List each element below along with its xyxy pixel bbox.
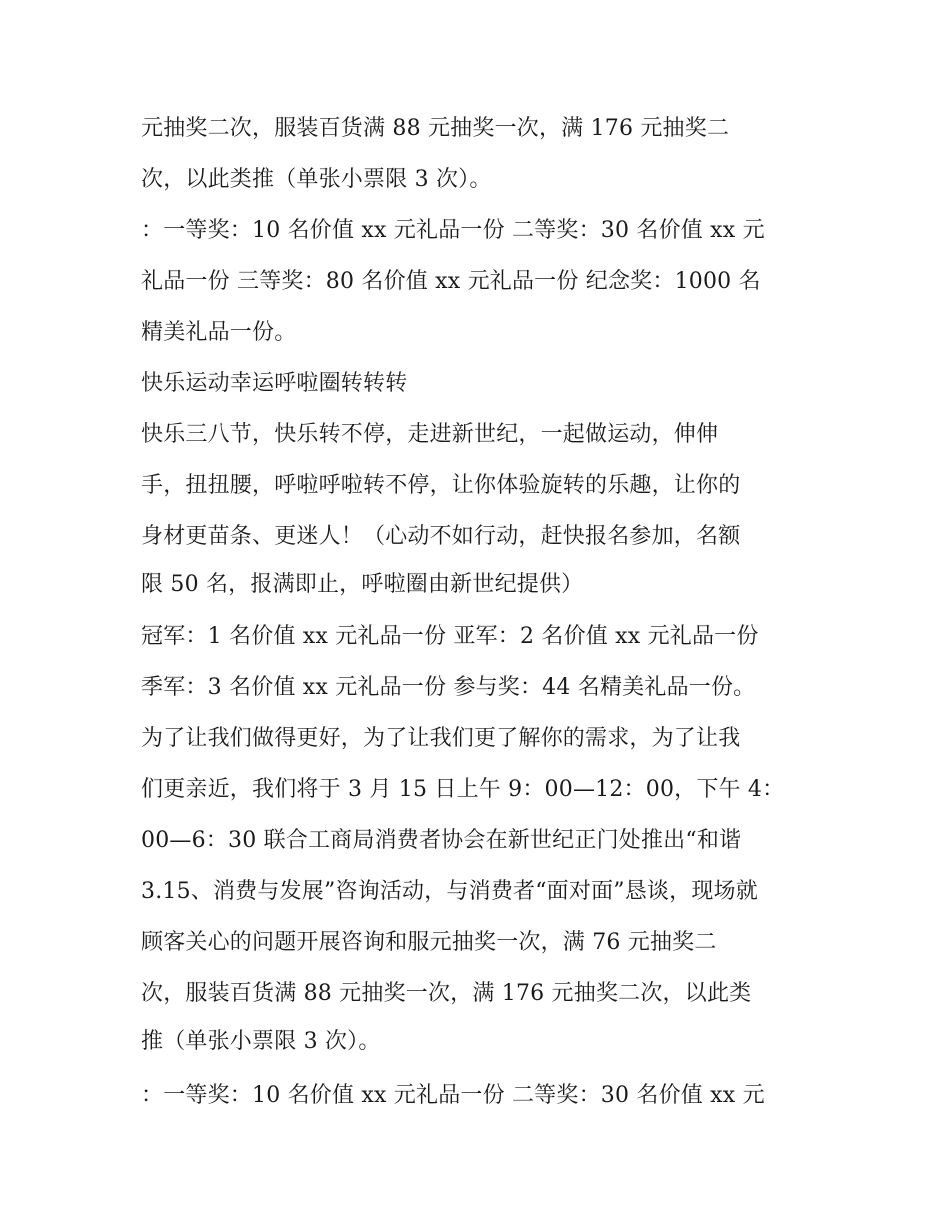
- text-line: 为了让我们做得更好，为了让我们更了解你的需求，为了让我: [141, 726, 741, 751]
- text-line: 次，服装百货满 88 元抽奖一次，满 176 元抽奖二次，以此类: [141, 981, 752, 1006]
- text-line: 礼品一份 三等奖：80 名价值 xx 元礼品一份 纪念奖：1000 名: [141, 269, 761, 294]
- text-line: 精美礼品一份。: [141, 320, 297, 345]
- text-line: ：一等奖：10 名价值 xx 元礼品一份 二等奖：30 名价值 xx 元: [141, 1083, 765, 1108]
- section-heading: 快乐运动幸运呼啦圈转转转: [141, 371, 408, 396]
- text-line: 元抽奖二次，服装百货满 88 元抽奖一次，满 176 元抽奖二: [141, 116, 730, 141]
- text-line: 手，扭扭腰，呼啦呼啦转不停，让你体验旋转的乐趣，让你的: [141, 473, 741, 498]
- text-line: 身材更苗条、更迷人！（心动不如行动，赶快报名参加，名额: [141, 524, 741, 549]
- text-line: 推（单张小票限 3 次）。: [141, 1029, 381, 1054]
- text-line: ：一等奖：10 名价值 xx 元礼品一份 二等奖：30 名价值 xx 元: [141, 218, 765, 243]
- text-line: 们更亲近，我们将于 3 月 15 日上午 9：00—12：00，下午 4：: [141, 777, 785, 802]
- text-line: 00—6：30 联合工商局消费者协会在新世纪正门处推出“和谐: [141, 828, 742, 853]
- text-line: 冠军：1 名价值 xx 元礼品一份 亚军：2 名价值 xx 元礼品一份: [141, 624, 759, 649]
- text-line: 顾客关心的问题开展咨询和服元抽奖一次，满 76 元抽奖二: [141, 930, 717, 955]
- text-line: 3.15、消费与发展”咨询活动，与消费者“面对面”恳谈，现场就: [141, 879, 758, 904]
- text-line: 季军：3 名价值 xx 元礼品一份 参与奖：44 名精美礼品一份。: [141, 675, 756, 700]
- text-line: 快乐三八节，快乐转不停，走进新世纪，一起做运动，伸伸: [141, 422, 719, 447]
- text-line: 限 50 名，报满即止，呼啦圈由新世纪提供）: [141, 572, 584, 597]
- text-line: 次，以此类推（单张小票限 3 次）。: [141, 167, 492, 192]
